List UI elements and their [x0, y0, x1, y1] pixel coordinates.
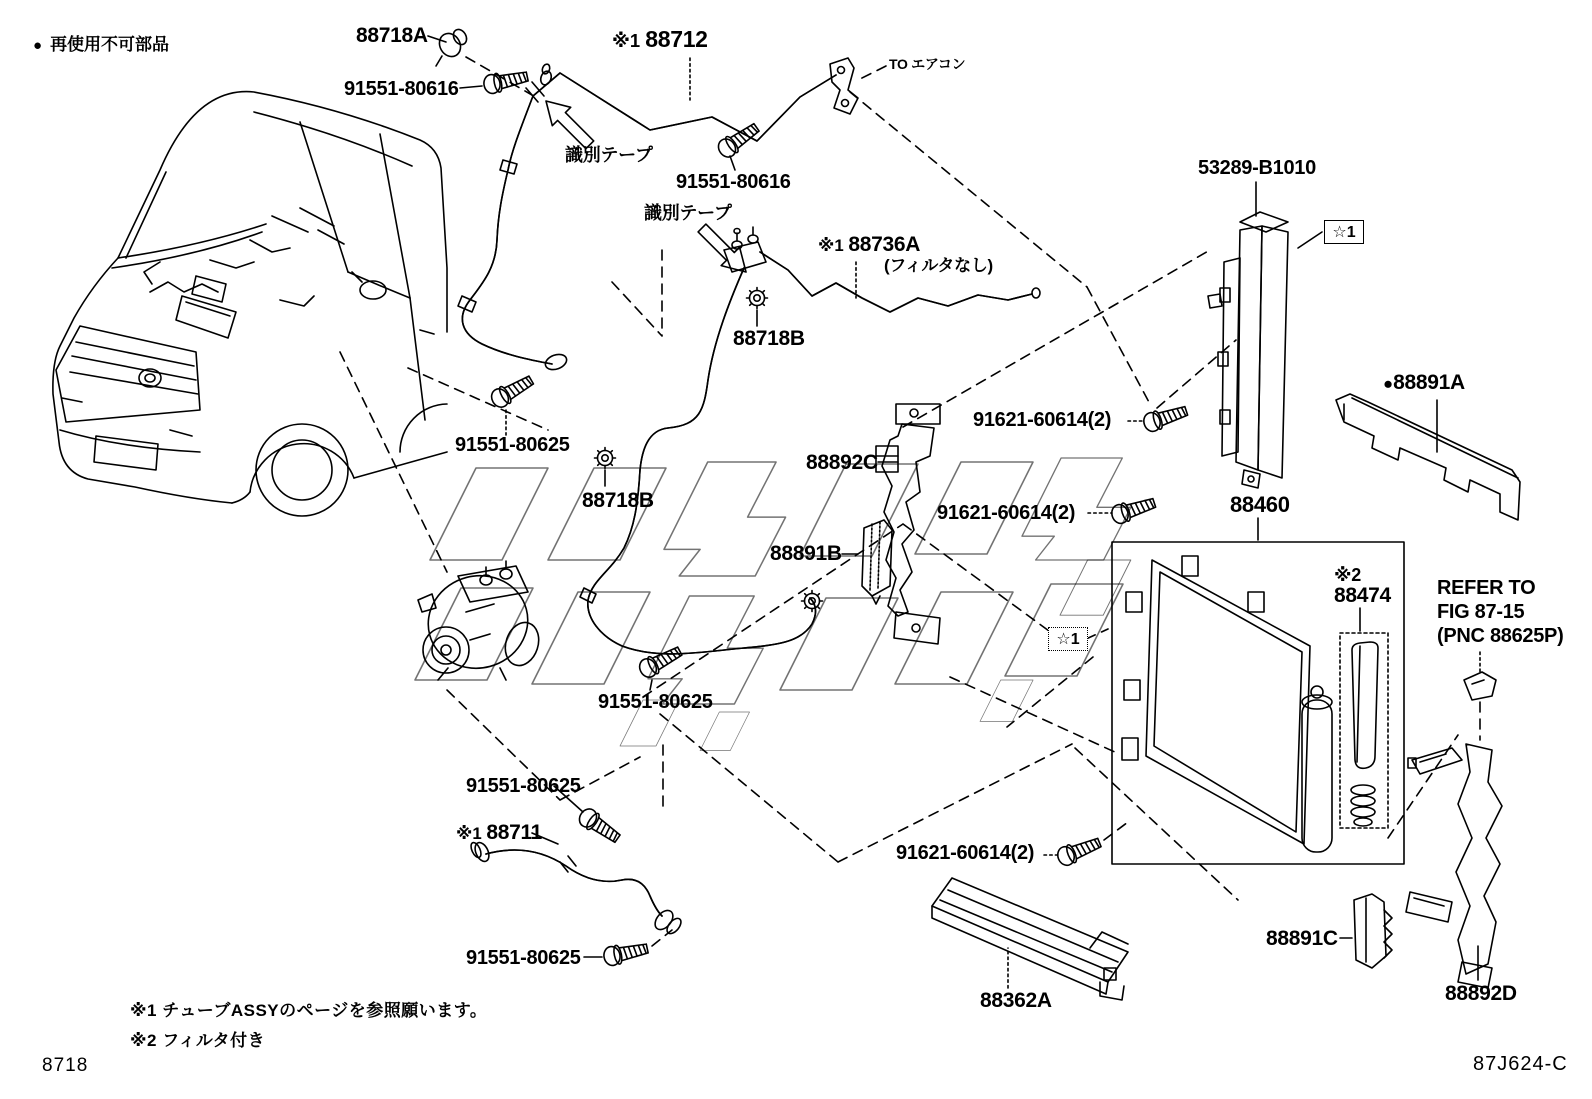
label-53289-B1010: 53289-B1010	[1198, 157, 1316, 179]
label-88718B-b: 88718B	[582, 489, 654, 512]
label-refer-line2: FIG 87-15	[1437, 601, 1525, 623]
compressor-illustration	[418, 561, 544, 680]
label-filter-nashi: (フィルタなし)	[884, 256, 993, 275]
liquid-tube	[580, 227, 816, 654]
label-88712: ※1 88712	[612, 26, 708, 52]
label-91621-60614-b: 91621-60614(2)	[937, 502, 1076, 524]
construction-dashed-lines	[340, 57, 1480, 946]
label-88711: ※1 88711	[456, 821, 543, 844]
clamp-88718A	[435, 27, 469, 66]
legend	[33, 30, 169, 55]
label-88362A: 88362A	[980, 989, 1052, 1012]
foam-88891A	[1336, 394, 1520, 520]
bracket-88892D	[1406, 672, 1502, 988]
bolt-icons	[482, 67, 1189, 967]
label-88474: 88474	[1334, 584, 1391, 607]
label-88891A: ●88891A	[1383, 371, 1465, 394]
callout-star1-solid: ☆1	[1324, 220, 1364, 244]
footnote-2: ※2 フィルタ付き	[130, 1031, 266, 1050]
hose-assembly	[458, 96, 569, 372]
tube-88711	[469, 840, 684, 936]
label-to-aircon: TO エアコン	[889, 56, 966, 72]
page-code: 8718	[42, 1055, 89, 1076]
label-91551-80625-b: 91551-80625	[598, 691, 713, 713]
label-88736A: ※1 88736A	[818, 233, 921, 256]
label-refer-line3: (PNC 88625P)	[1437, 625, 1564, 647]
figure-code: 87J624-C	[1473, 1053, 1568, 1075]
label-88892C: 88892C	[806, 451, 878, 474]
label-88891B: 88891B	[770, 542, 842, 565]
label-88460: 88460	[1230, 492, 1290, 517]
label-88718A: 88718A	[356, 24, 428, 47]
pipe-88712	[526, 58, 858, 141]
panel-53289-B1010	[1208, 212, 1288, 488]
legend-text: 再使用不可部品	[50, 35, 170, 54]
label-88718B-a: 88718B	[733, 327, 805, 350]
label-88891C: 88891C	[1266, 927, 1338, 950]
label-refer-line1: REFER TO	[1437, 577, 1536, 599]
label-91621-60614-c: 91621-60614(2)	[896, 842, 1035, 864]
vehicle-illustration	[53, 92, 447, 516]
callout-star1-dotted: ☆1	[1048, 627, 1088, 651]
label-91551-80625-d: 91551-80625	[466, 947, 581, 969]
foam-88891C	[1354, 894, 1392, 968]
label-91551-80616-b: 91551-80616	[676, 171, 791, 193]
legend-bullet-icon: ●	[33, 37, 43, 54]
label-88892D: 88892D	[1445, 982, 1517, 1005]
label-91551-80625-c: 91551-80625	[466, 775, 581, 797]
deflector-88362A	[932, 878, 1128, 1000]
label-91551-80625-a: 91551-80625	[455, 434, 570, 456]
label-shikibetsu-tape-1: 識別テープ	[565, 145, 653, 165]
footnote-1: ※1 チューブASSYのページを参照願います。	[130, 1001, 488, 1020]
label-91551-80616-a: 91551-80616	[344, 78, 459, 100]
label-91621-60614-a: 91621-60614(2)	[973, 409, 1112, 431]
label-shikibetsu-tape-2: 識別テープ	[644, 203, 732, 223]
label-88474-note: ※2	[1334, 565, 1361, 585]
